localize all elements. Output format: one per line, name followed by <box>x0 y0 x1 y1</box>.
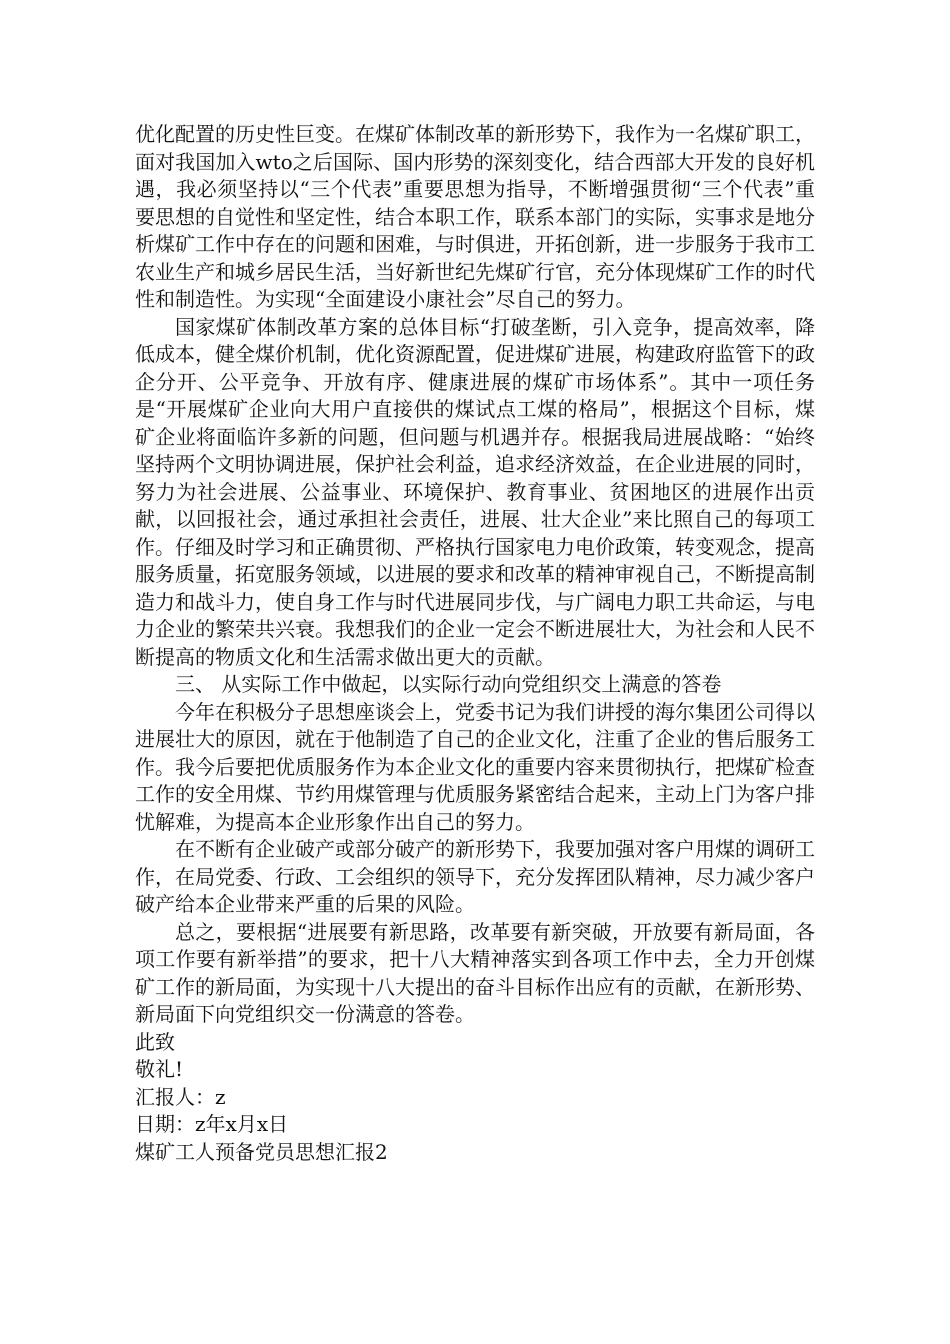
paragraph-conclusion: 总之，要根据“进展要有新思路，改革要有新突破，开放要有新局面，各项工作要有新举措”的要求，把十八大精神落实到各项工作中去，全力开创煤矿工作的新局面，为实现十八大提出的奋斗目标作出应有的贡献，在新形势、新局面下向党组织交一份满意的答卷。 <box>135 919 815 1026</box>
closing-regards: 敬礼! <box>135 1057 184 1081</box>
date-line: 日期：z年x月x日 <box>135 1112 289 1136</box>
next-report-title: 煤矿工人预备党员思想汇报2 <box>135 1139 388 1164</box>
paragraph-reform-goals: 国家煤矿体制改革方案的总体目标“打破垄断，引入竞争，提高效率，降低成本，健全煤价机制，优化资源配置，促进煤矿进展，构建政府监管下的政企分开、公平竞争、开放有序、健康进展的煤矿市场体系”。其中一项任务是“开展煤矿企业向大用户直接供的煤试点工煤的格局”，根据这个目标，煤矿企业将面临许多新的问题，但问题与机遇并存。根据我局进展战略：“始终坚持两个文明协调进展，保护社会利益，追求经济效益，在企业进展的同时，努力为社会进展、公益事业、环境保护、教育事业、贫困地区的进展作出贡献，以回报社会，通过承担社会责任，进展、壮大企业”来比照自己的每项工作。仔细及时学习和正确贯彻、严格执行国家电力电价政策，转变观念，提高服务质量，拓宽服务领域，以进展的要求和改革的精神审视自己，不断提高制造力和战斗力，使自身工作与时代进展同步伐，与广阔电力职工共命运，与电力企业的繁荣共兴衰。我想我们的企业一定会不断进展壮大，为社会和人民不断提高的物质文化和生活需求做出更大的贡献。 <box>135 314 815 669</box>
reporter-line: 汇报人：z <box>135 1084 226 1109</box>
paragraph-enterprise-culture: 今年在积极分子思想座谈会上，党委书记为我们讲授的海尔集团公司得以进展壮大的原因，就在于他制造了自己的企业文化，注重了企业的售后服务工作。我今后要把优质服务作为本企业文化的重要内容来贯彻执行，把煤矿检查工作的安全用煤、节约用煤管理与优质服务紧密结合起来，主动上门为客户排忧解难，为提高本企业形象作出自己的努力。 <box>135 699 815 834</box>
paragraph-customer-research: 在不断有企业破产或部分破产的新形势下，我要加强对客户用煤的调研工作，在局党委、行政、工会组织的领导下，充分发挥团队精神，尽力减少客户破产给本企业带来严重的后果的风险。 <box>135 837 815 916</box>
closing-salutation: 此致 <box>135 1029 175 1054</box>
section-heading-three: 三、 从实际工作中做起，以实际行动向党组织交上满意的答卷 <box>175 672 722 696</box>
paragraph-continuation: 优化配置的历史性巨变。在煤矿体制改革的新形势下，我作为一名煤矿职工，面对我国加入wto之后国际、国内形势的深刻变化，结合西部大开发的良好机遇，我必须坚持以“三个代表”重要思想为指导，不断增强贯彻“三个代表”重要思想的自觉性和坚定性，结合本职工作，联系本部门的实际，实事求是地分析煤矿工作中存在的问题和困难，与时俱进，开拓创新，进一步服务于我市工农业生产和城乡居民生活，当好新世纪先煤矿行官，充分体现煤矿工作的时代性和制造性。为实现“全面建设小康社会”尽自己的努力。 <box>135 122 815 311</box>
document-body <box>135 121 815 1166</box>
